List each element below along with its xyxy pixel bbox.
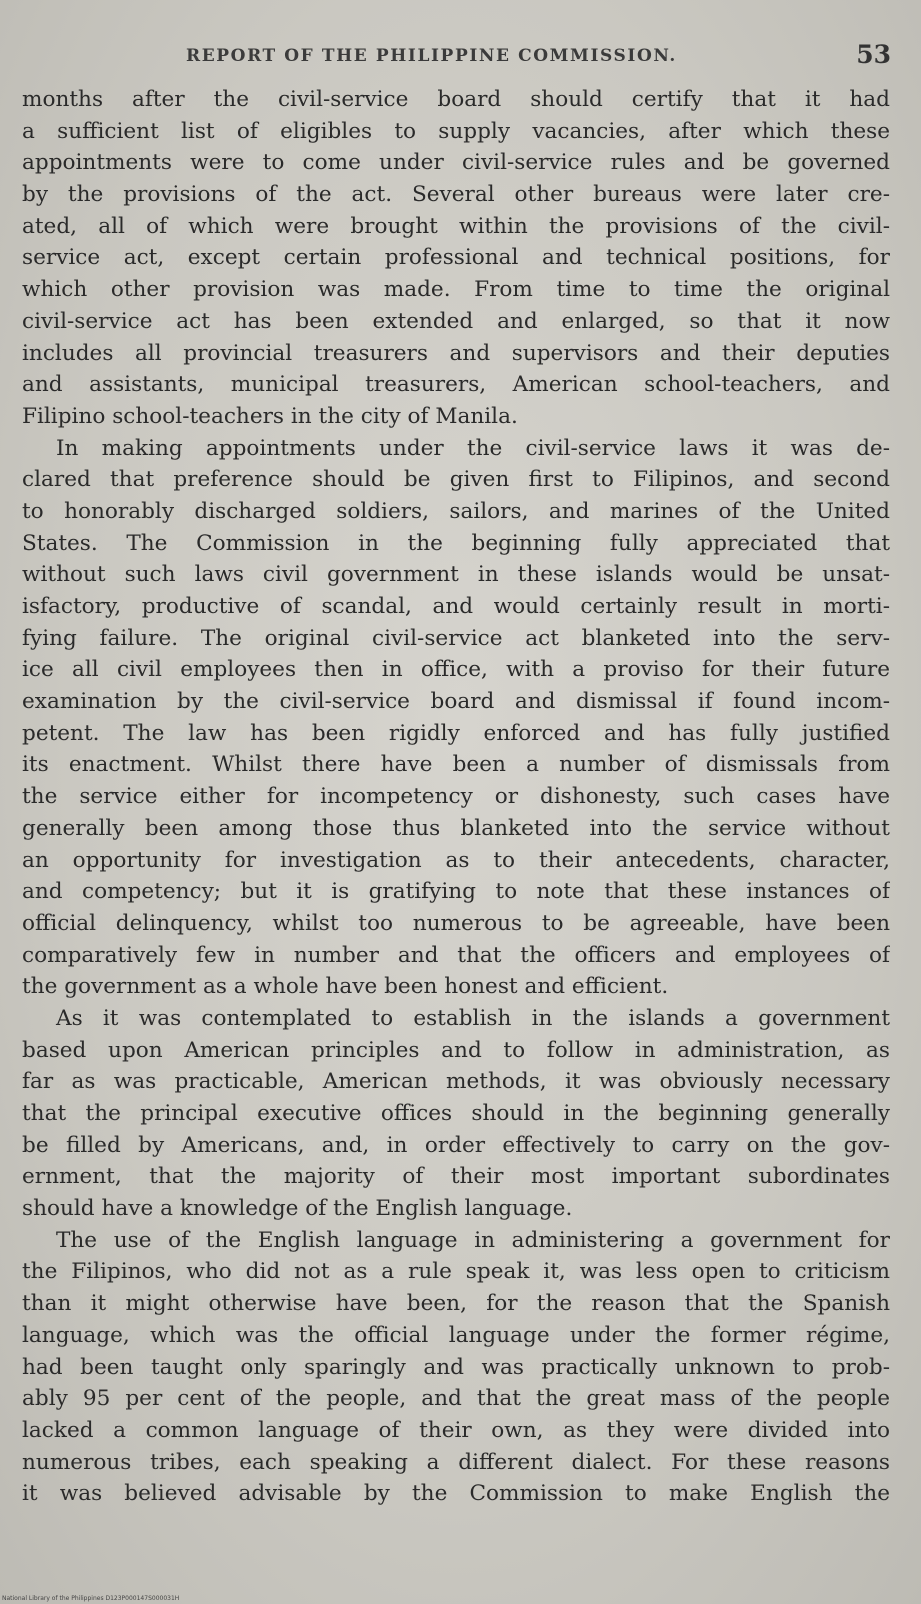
body-text — [22, 84, 890, 1510]
text-line: to honorably discharged soldiers, sailors, and marines of the United — [22, 498, 890, 524]
text-line: should have a knowledge of the English language. — [22, 1196, 573, 1222]
text-line: an opportunity for investigation as to their antecedents, character, — [22, 847, 890, 873]
running-head — [22, 40, 897, 74]
text-line: and assistants, municipal treasurers, American school-teachers, and — [22, 372, 890, 398]
text-line: which other provision was made. From time to time the original — [22, 277, 890, 303]
text-line: months after the civil-service board should certify that it had — [22, 87, 890, 112]
text-line: clared that preference should be given first to Filipinos, and second — [22, 467, 890, 493]
scan-credit: National Library of the Philippines D123P000147S000031H — [2, 1595, 180, 1602]
text-line: it was believed advisable by the Commission to make English the — [22, 1481, 890, 1507]
text-line: language, which was the official language under the former régime, — [22, 1322, 890, 1348]
text-line: lacked a common language of their own, as they were divided into — [22, 1417, 890, 1443]
text-line: its enactment. Whilst there have been a number of dismissals from — [22, 752, 890, 778]
text-line: examination by the civil-service board and dismissal if found incom- — [22, 689, 890, 715]
page-number: 53 — [856, 40, 891, 69]
text-line: States. The Commission in the beginning fully appreciated that — [22, 530, 890, 556]
text-line: that the principal executive offices should in the beginning generally — [22, 1101, 890, 1126]
text-line: fying failure. The original civil-service act blanketed into the serv- — [22, 625, 890, 651]
text-line: by the provisions of the act. Several other bureaus were later cre- — [22, 182, 890, 208]
text-line: ice all civil employees then in office, with a proviso for their future — [22, 657, 890, 683]
text-line: the Filipinos, who did not as a rule speak it, was less open to criticism — [22, 1259, 890, 1285]
running-title: REPORT OF THE PHILIPPINE COMMISSION. — [186, 46, 677, 66]
text-line: includes all provincial treasurers and supervisors and their deputies — [22, 340, 890, 366]
text-line: As it was contemplated to establish in the islands a government — [56, 1005, 890, 1031]
text-line: petent. The law has been rigidly enforced and has fully justified — [22, 720, 890, 746]
text-line: civil-service act has been extended and enlarged, so that it now — [22, 308, 890, 334]
text-line: official delinquency, whilst too numerous to be agreeable, have been — [22, 910, 890, 936]
text-line: the service either for incompetency or dishonesty, such cases have — [22, 784, 890, 810]
text-line: In making appointments under the civil-service laws it was de- — [56, 435, 890, 461]
text-line: generally been among those thus blanketed into the service without — [22, 815, 890, 841]
text-line: Filipino school-teachers in the city of Manila. — [22, 403, 518, 429]
text-line: ably 95 per cent of the people, and that the great mass of the people — [22, 1386, 890, 1412]
text-line: service act, except certain professional and technical positions, for — [22, 245, 890, 271]
text-line: and competency; but it is gratifying to note that these instances of — [22, 879, 890, 905]
text-line: without such laws civil government in these islands would be unsat- — [22, 562, 890, 588]
text-line: far as was practicable, American methods, it was obviously necessary — [22, 1069, 890, 1095]
text-line: ated, all of which were brought within the provisions of the civil- — [22, 213, 890, 239]
text-line: appointments were to come under civil-service rules and be governed — [22, 150, 890, 176]
text-line: than it might otherwise have been, for the reason that the Spanish — [22, 1291, 890, 1317]
text-line: a sufficient list of eligibles to supply vacancies, after which these — [22, 118, 890, 144]
text-line: based upon American principles and to follow in administration, as — [22, 1037, 890, 1063]
text-line: the government as a whole have been honest and efficient. — [22, 974, 669, 1000]
text-line: ernment, that the majority of their most important subordinates — [22, 1164, 890, 1190]
text-line: numerous tribes, each speaking a different dialect. For these reasons — [22, 1449, 890, 1475]
text-line: be filled by Americans, and, in order effectively to carry on the gov- — [22, 1132, 890, 1158]
text-line: had been taught only sparingly and was practically unknown to prob- — [22, 1354, 890, 1380]
text-line: The use of the English language in administering a government for — [56, 1227, 890, 1253]
text-line: isfactory, productive of scandal, and would certainly result in morti- — [22, 594, 890, 619]
text-line: comparatively few in number and that the officers and employees of — [22, 942, 890, 968]
